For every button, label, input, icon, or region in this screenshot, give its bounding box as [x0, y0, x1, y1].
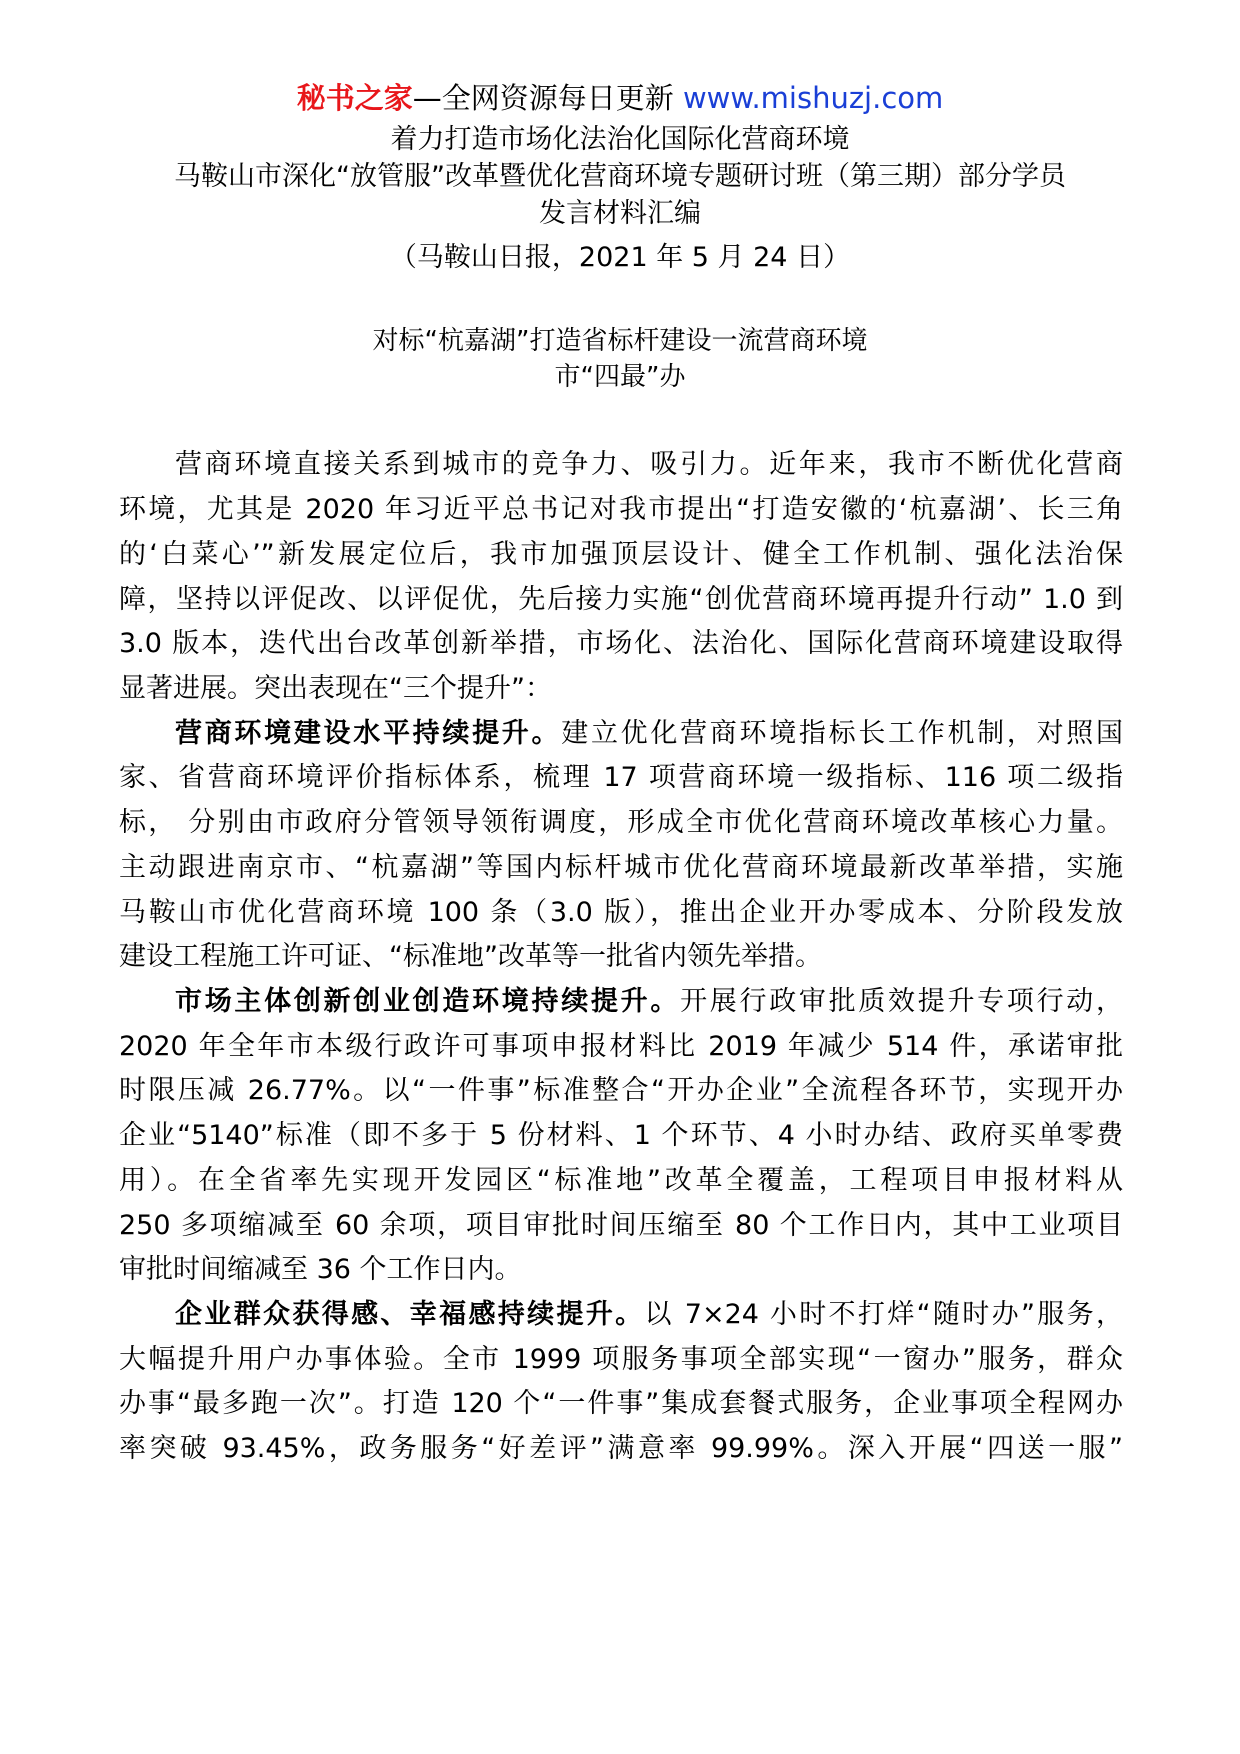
document-subtitle-line-1: 马鞍山市深化“放管服”改革暨优化营商环境专题研讨班（第三期）部分学员 — [174, 161, 1066, 192]
paragraph-line: 主动跟进南京市、“杭嘉湖”等国内标杆城市优化营商环境最新改革举措，实施 — [119, 852, 1123, 883]
document-title: 着力打造市场化法治化国际化营商环境 — [390, 124, 850, 155]
paragraph-line — [175, 982, 1123, 1022]
paragraph-text: 以 7×24 小时不打烊“随时办”服务， — [644, 1299, 1123, 1330]
section-lead-heading: 营商环境建设水平持续提升。 — [175, 718, 562, 749]
document-subtitle-line-2: 发言材料汇编 — [539, 198, 701, 229]
paragraph-line: 企业“5140”标准（即不多于 5 份材料、1 个环节、4 小时办结、政府买单零费 — [119, 1120, 1123, 1151]
paragraph-line: 2020 年全年市本级行政许可事项申报材料比 2019 年减少 514 件，承诺审批 — [119, 1031, 1123, 1062]
paragraph-line: 马鞍山市优化营商环境 100 条（3.0 版），推出企业开办零成本、分阶段发放 — [119, 897, 1123, 928]
paragraph-line: 建设工程施工许可证、“标准地”改革等一批省内领先举措。 — [119, 941, 822, 972]
paragraph-line — [175, 714, 1123, 754]
paragraph-text: 开展行政审批质效提升专项行动， — [680, 986, 1124, 1017]
paragraph-line: 的‘白菜心’”新发展定位后，我市加强顶层设计、健全工作机制、强化法治保 — [119, 539, 1123, 570]
article-title: 对标“杭嘉湖”打造省标杆建设一流营商环境 — [372, 326, 868, 356]
paragraph-line: 250 多项缩减至 60 余项，项目审批时间压缩至 80 个工作日内，其中工业项目 — [119, 1210, 1123, 1241]
paragraph-line: 审批时间缩减至 36 个工作日内。 — [119, 1254, 522, 1285]
section-lead-heading: 企业群众获得感、幸福感持续提升。 — [175, 1299, 645, 1330]
paragraph-line: 营商环境直接关系到城市的竞争力、吸引力。近年来，我市不断优化营商 — [175, 449, 1123, 480]
paragraph-line: 办事“最多跑一次”。打造 120 个“一件事”集成套餐式服务，企业事项全程网办 — [119, 1388, 1123, 1419]
paragraph-line: 大幅提升用户办事体验。全市 1999 项服务事项全部实现“一窗办”服务，群众 — [119, 1344, 1123, 1375]
site-banner — [0, 78, 1240, 118]
paragraph-line: 率突破 93.45%，政务服务“好差评”满意率 99.99%。深入开展“四送一服” — [119, 1433, 1123, 1464]
paragraph-line: 障，坚持以评促改、以评促优，先后接力实施“创优营商环境再提升行动” 1.0 到 — [119, 584, 1123, 615]
paragraph-text: 建立优化营商环境指标长工作机制，对照国 — [561, 718, 1124, 749]
banner-tagline: —全网资源每日更新 — [412, 81, 683, 115]
section-lead-heading: 市场主体创新创业创造环境持续提升。 — [175, 986, 681, 1017]
paragraph-line: 3.0 版本，迭代出台改革创新举措，市场化、法治化、国际化营商环境建设取得 — [119, 628, 1123, 659]
paragraph-line: 家、省营商环境评价指标体系，梳理 17 项营商环境一级指标、116 项二级指 — [119, 762, 1123, 793]
paragraph-line: 时限压减 26.77%。以“一件事”标准整合“开办企业”全流程各环节，实现开办 — [119, 1075, 1123, 1106]
paragraph-line: 标， 分别由市政府分管领导领衔调度，形成全市优化营商环境改革核心力量。 — [119, 807, 1123, 838]
article-author: 市“四最”办 — [554, 362, 686, 392]
brand-name: 秘书之家 — [296, 81, 413, 115]
paragraph-line: 用）。在全省率先实现开发园区“标准地”改革全覆盖，工程项目申报材料从 — [119, 1165, 1123, 1196]
paragraph-line: 环境，尤其是 2020 年习近平总书记对我市提出“打造安徽的‘杭嘉湖’、长三角 — [119, 494, 1123, 525]
site-url-link[interactable]: www.mishuzj.com — [682, 81, 944, 115]
paragraph-line: 显著进展。突出表现在“三个提升”： — [119, 673, 552, 704]
document-source: （马鞍山日报，2021 年 5 月 24 日） — [389, 242, 851, 273]
paragraph-line — [175, 1295, 1123, 1335]
